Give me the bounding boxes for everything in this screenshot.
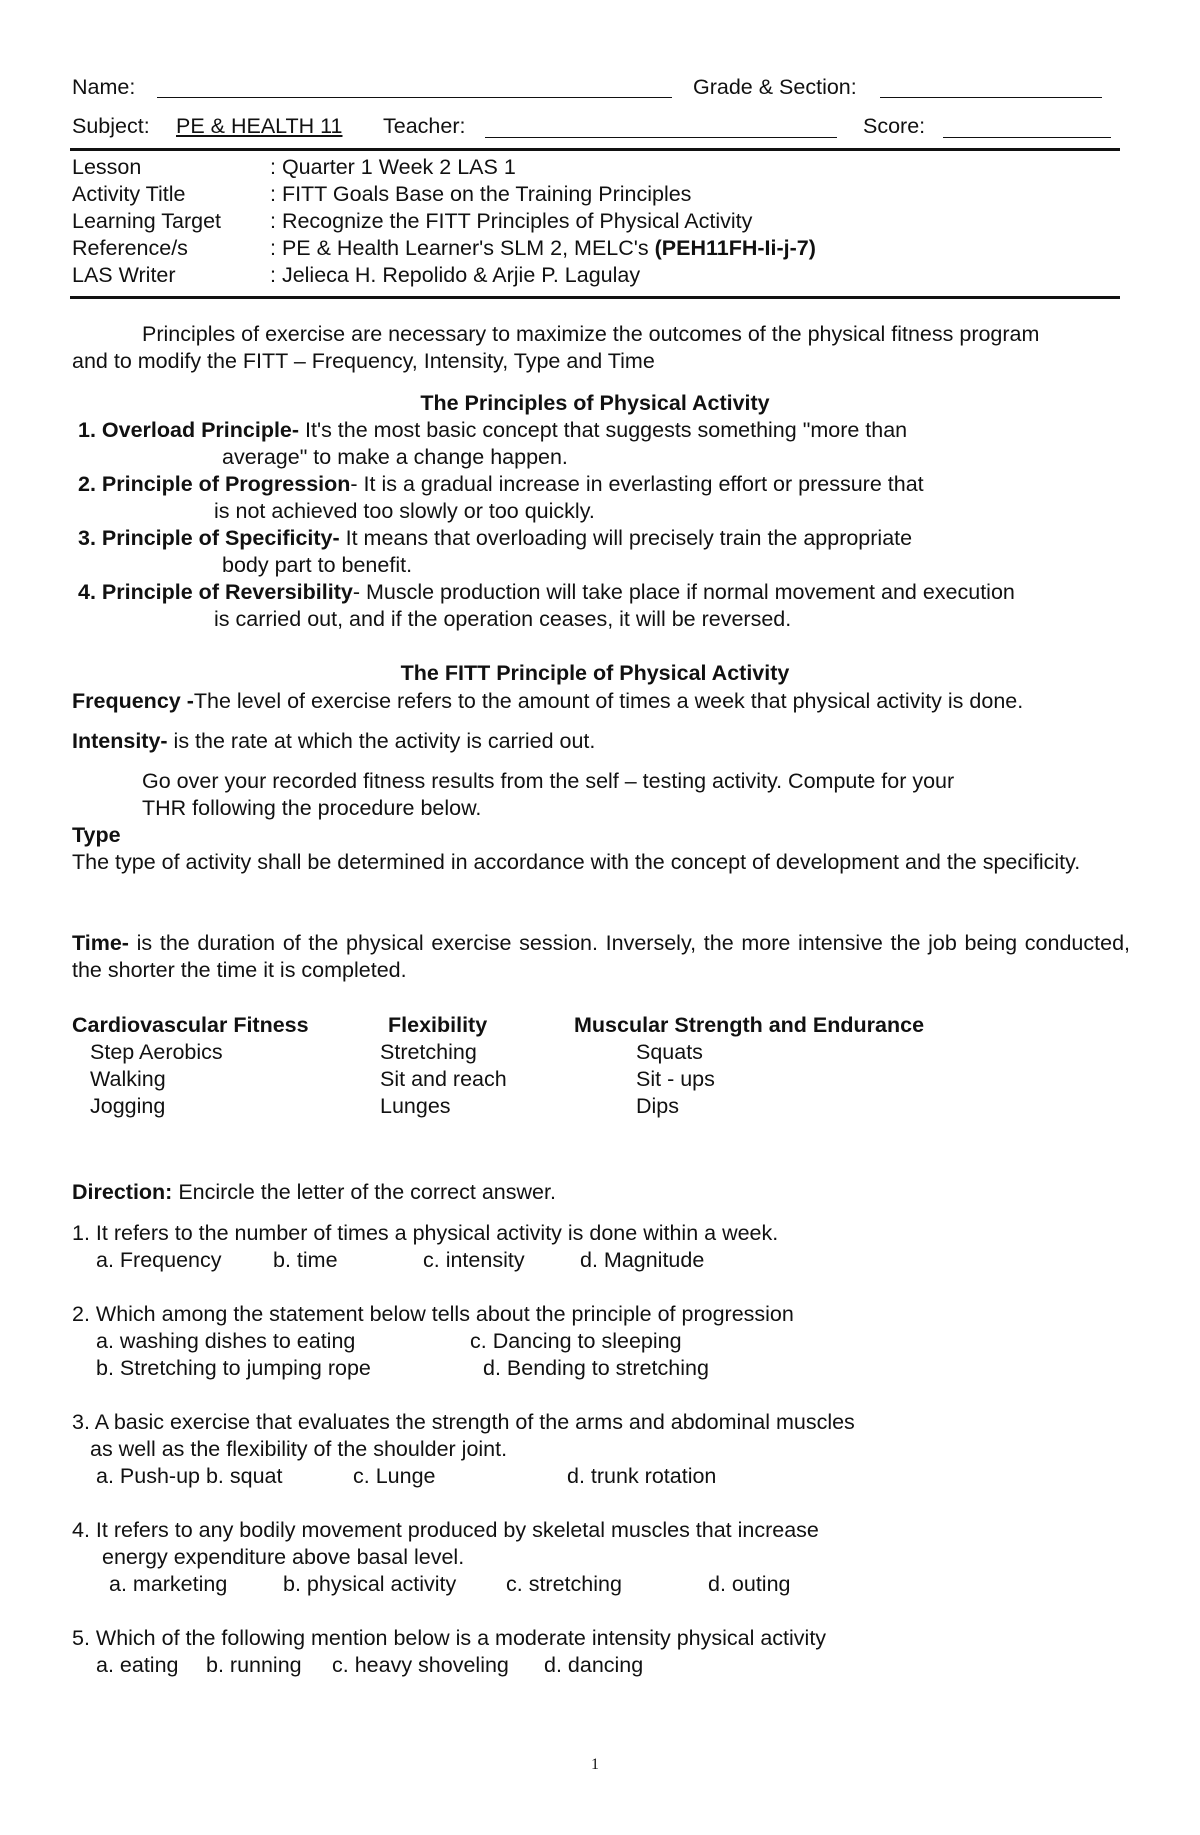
principle-term: 2. Principle of Progression: [78, 472, 351, 496]
principle-overload: [78, 417, 907, 443]
fitt-time: [72, 930, 1130, 984]
type-term-text: Type: [72, 823, 121, 847]
meta-value-learning-target: : Recognize the FITT Principles of Physical Activity: [270, 209, 753, 233]
question-1: 1. It refers to the number of times a physical activity is done within a week.: [72, 1221, 779, 1245]
melc-code: (PEH11FH-Ii-j-7): [654, 236, 816, 260]
grade-section-blank[interactable]: [880, 97, 1102, 98]
teacher-label: Teacher:: [383, 114, 466, 138]
table-cell: Jogging: [90, 1094, 166, 1118]
principle-text: - Muscle production will take place if normal movement and execution: [352, 580, 1015, 604]
go-over-line-1: Go over your recorded fitness results from the self – testing activity. Compute for your: [142, 769, 955, 793]
header-cardiovascular-text: Cardiovascular Fitness: [72, 1013, 309, 1037]
direction: [72, 1179, 556, 1205]
q4-option-d[interactable]: d. outing: [708, 1572, 791, 1596]
table-cell: Squats: [636, 1040, 703, 1064]
question-3: 3. A basic exercise that evaluates the strength of the arms and abdominal muscles: [72, 1410, 855, 1434]
table-cell: Sit - ups: [636, 1067, 715, 1091]
q5-option-d[interactable]: d. dancing: [544, 1653, 644, 1677]
meta-key-las-writer: LAS Writer: [72, 263, 176, 287]
table-cell: Sit and reach: [380, 1067, 507, 1091]
meta-value-lesson: : Quarter 1 Week 2 LAS 1: [270, 155, 516, 179]
table-cell: Lunges: [380, 1094, 451, 1118]
intensity-term: Intensity-: [72, 729, 168, 753]
q4-option-a[interactable]: a. marketing: [109, 1572, 228, 1596]
fitt-intensity: [72, 728, 595, 754]
principle-term: 1. Overload Principle-: [78, 418, 300, 442]
meta-key-activity-title: Activity Title: [72, 182, 186, 206]
go-over-line-2: THR following the procedure below.: [142, 796, 482, 820]
principle-progression-cont: is not achieved too slowly or too quickly.: [214, 499, 595, 523]
table-cell: Stretching: [380, 1040, 477, 1064]
meta-value-references: [270, 235, 816, 261]
fitt-heading-text: The FITT Principle of Physical Activity: [400, 661, 790, 685]
question-5: 5. Which of the following mention below is a moderate intensity physical activity: [72, 1626, 827, 1650]
q3-option-c[interactable]: c. Lunge: [353, 1464, 436, 1488]
question-2: 2. Which among the statement below tells about the principle of progression: [72, 1302, 794, 1326]
teacher-blank[interactable]: [485, 137, 837, 138]
q4-option-c[interactable]: c. stretching: [506, 1572, 622, 1596]
question-4: 4. It refers to any bodily movement produced by skeletal muscles that increase: [72, 1518, 819, 1542]
principles-heading: [70, 390, 1120, 416]
meta-value-activity-title: : FITT Goals Base on the Training Principles: [270, 182, 692, 206]
score-blank[interactable]: [943, 137, 1111, 138]
question-3-cont: as well as the flexibility of the shoulder joint.: [90, 1437, 508, 1461]
meta-bottom-rule: [70, 296, 1120, 299]
principles-heading-text: The Principles of Physical Activity: [420, 391, 770, 415]
table-cell: Walking: [90, 1067, 166, 1091]
table-cell: Dips: [636, 1094, 680, 1118]
intensity-text: is the rate at which the activity is carried out.: [167, 729, 596, 753]
top-rule: [70, 148, 1120, 151]
time-term: Time-: [72, 931, 129, 955]
q3-option-d[interactable]: d. trunk rotation: [567, 1464, 717, 1488]
frequency-text: The level of exercise refers to the amount of times a week that physical activity is done.: [193, 689, 1024, 713]
q1-option-b[interactable]: b. time: [273, 1248, 338, 1272]
principle-reversibility: [78, 579, 1015, 605]
intro-line-2: and to modify the FITT – Frequency, Intensity, Type and Time: [72, 349, 655, 373]
intro-line-1: Principles of exercise are necessary to maximize the outcomes of the physical fitness program: [142, 322, 1040, 346]
subject-label: Subject:: [72, 114, 150, 138]
frequency-term: Frequency -: [72, 689, 194, 713]
meta-value-las-writer: : Jelieca H. Repolido & Arjie P. Lagulay: [270, 263, 641, 287]
q5-option-b[interactable]: b. running: [206, 1653, 302, 1677]
meta-key-learning-target: Learning Target: [72, 209, 222, 233]
fitt-heading: [70, 660, 1120, 686]
direction-term: Direction:: [72, 1180, 173, 1204]
score-label: Score:: [863, 114, 926, 138]
header-muscular: [574, 1012, 924, 1038]
header-cardiovascular: [72, 1012, 309, 1038]
meta-key-references: Reference/s: [72, 236, 188, 260]
grade-section-label: Grade & Section:: [693, 75, 857, 99]
header-flexibility-text: Flexibility: [388, 1013, 488, 1037]
table-cell: Step Aerobics: [90, 1040, 223, 1064]
q2-option-c[interactable]: c. Dancing to sleeping: [470, 1329, 682, 1353]
fitt-frequency: [72, 688, 1023, 714]
name-label: Name:: [72, 75, 136, 99]
q5-option-a[interactable]: a. eating: [96, 1653, 179, 1677]
q5-option-c[interactable]: c. heavy shoveling: [332, 1653, 509, 1677]
q2-option-b[interactable]: b. Stretching to jumping rope: [96, 1356, 371, 1380]
q1-option-d[interactable]: d. Magnitude: [580, 1248, 705, 1272]
direction-text: Encircle the letter of the correct answer.: [172, 1180, 556, 1204]
principle-term: 3. Principle of Specificity-: [78, 526, 340, 550]
time-text: is the duration of the physical exercise session. Inversely, the more intensive the job being conducted, the shorter the time it is completed.: [72, 931, 1130, 982]
meta-key-lesson: Lesson: [72, 155, 142, 179]
name-blank[interactable]: [157, 97, 672, 98]
header-muscular-text: Muscular Strength and Endurance: [574, 1013, 925, 1037]
principle-specificity: [78, 525, 912, 551]
header-flexibility: [388, 1012, 487, 1038]
principle-reversibility-cont: is carried out, and if the operation ceases, it will be reversed.: [214, 607, 792, 631]
type-term: [72, 822, 121, 848]
principle-specificity-cont: body part to benefit.: [222, 553, 413, 577]
principle-text: It's the most basic concept that suggests something "more than: [299, 418, 908, 442]
q4-option-b[interactable]: b. physical activity: [283, 1572, 457, 1596]
principle-term: 4. Principle of Reversibility: [78, 580, 353, 604]
question-4-cont: energy expenditure above basal level.: [102, 1545, 465, 1569]
q1-option-c[interactable]: c. intensity: [423, 1248, 525, 1272]
principle-text: It means that overloading will precisely train the appropriate: [339, 526, 913, 550]
page-number: 1: [591, 1756, 599, 1773]
q2-option-d[interactable]: d. Bending to stretching: [483, 1356, 709, 1380]
principle-text: - It is a gradual increase in everlasting effort or pressure that: [350, 472, 924, 496]
principle-overload-cont: average" to make a change happen.: [222, 445, 568, 469]
principle-progression: [78, 471, 924, 497]
q1-option-a[interactable]: a. Frequency: [96, 1248, 222, 1272]
q3-option-ab[interactable]: a. Push-up b. squat: [96, 1464, 283, 1488]
type-text: The type of activity shall be determined in accordance with the concept of development and the specificity.: [72, 850, 1081, 874]
subject-value: PE & HEALTH 11: [176, 114, 343, 138]
meta-references-text: : PE & Health Learner's SLM 2, MELC's: [270, 236, 655, 260]
q2-option-a[interactable]: a. washing dishes to eating: [96, 1329, 356, 1353]
